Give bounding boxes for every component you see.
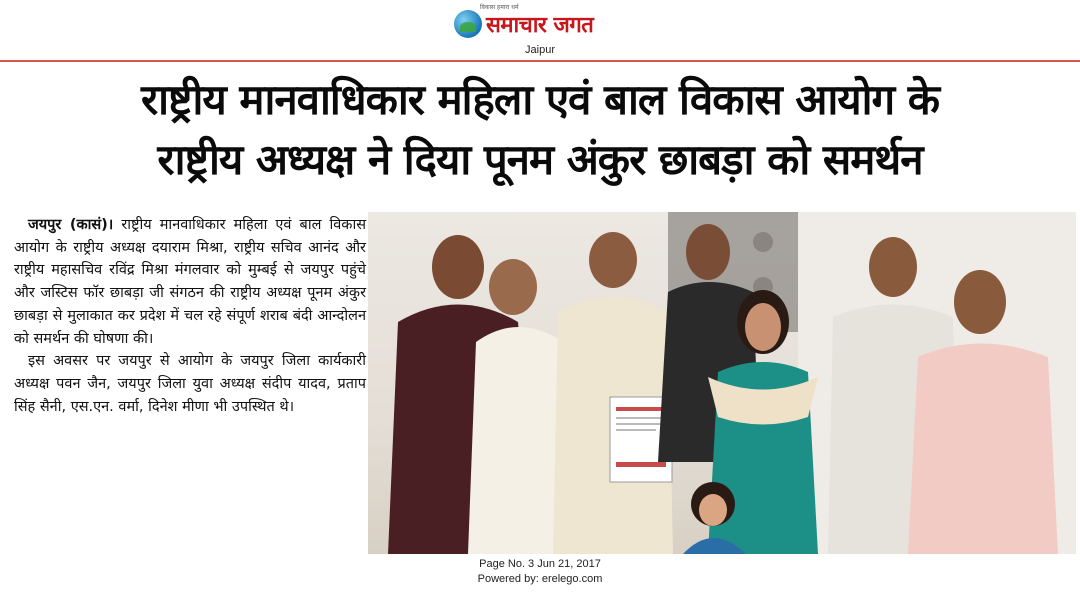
edition-city: Jaipur (525, 44, 555, 56)
powered-by: Powered by: erelego.com (477, 573, 603, 585)
header-divider (0, 60, 1080, 62)
article-paragraph-1-text: राष्ट्रीय मानवाधिकार महिला एवं बाल विकास आयोग के राष्ट्रीय अध्यक्ष दयाराम मिश्रा, राष्ट्रीय सचिव आनंद और राष्ट्रीय महासचिव रविंद्र मिश्रा मंगलवार को मुम्बई से जयपुर पहुंचे और जस्टिस फॉर छाबड़ा जी संगठन की राष्ट्रीय अध्यक्ष पूनम अंकुर छाबड़ा से मुलाकात कर प्रदेश में चल रहे संपूर्ण शराब बंदी आन्दोलन को समर्थन की घोषणा की। (14, 217, 367, 347)
globe-icon (454, 10, 482, 38)
masthead (0, 0, 1080, 60)
headline-line-1: राष्ट्रीय मानवाधिकार महिला एवं बाल विकास आयोग के (140, 75, 940, 124)
article-paragraph-1 (14, 214, 366, 350)
logo-tagline: विकास हमारा धर्म (480, 4, 519, 11)
news-photo (368, 212, 1076, 554)
logo-text: समाचार जगत (486, 12, 594, 38)
article-body (14, 214, 366, 418)
dateline: जयपुर (कासं)। (28, 217, 114, 233)
headline (0, 70, 1080, 190)
headline-line-2: राष्ट्रीय अध्यक्ष ने दिया पूनम अंकुर छाबड़ा को समर्थन (157, 135, 923, 184)
newspaper-logo (454, 6, 593, 42)
article-paragraph-2-text: इस अवसर पर जयपुर से आयोग के जयपुर जिला कार्यकारी अध्यक्ष पवन जैन, जयपुर जिला युवा अध्यक्ष संदीप यादव, प्रताप सिंह सैनी, एस.एन. वर्मा, दिनेश मीणा भी उपस्थित थे। (14, 353, 366, 415)
article-paragraph-2 (14, 350, 366, 418)
group-photo-illustration (368, 212, 1076, 554)
page-info: Page No. 3 Jun 21, 2017 (479, 558, 601, 570)
